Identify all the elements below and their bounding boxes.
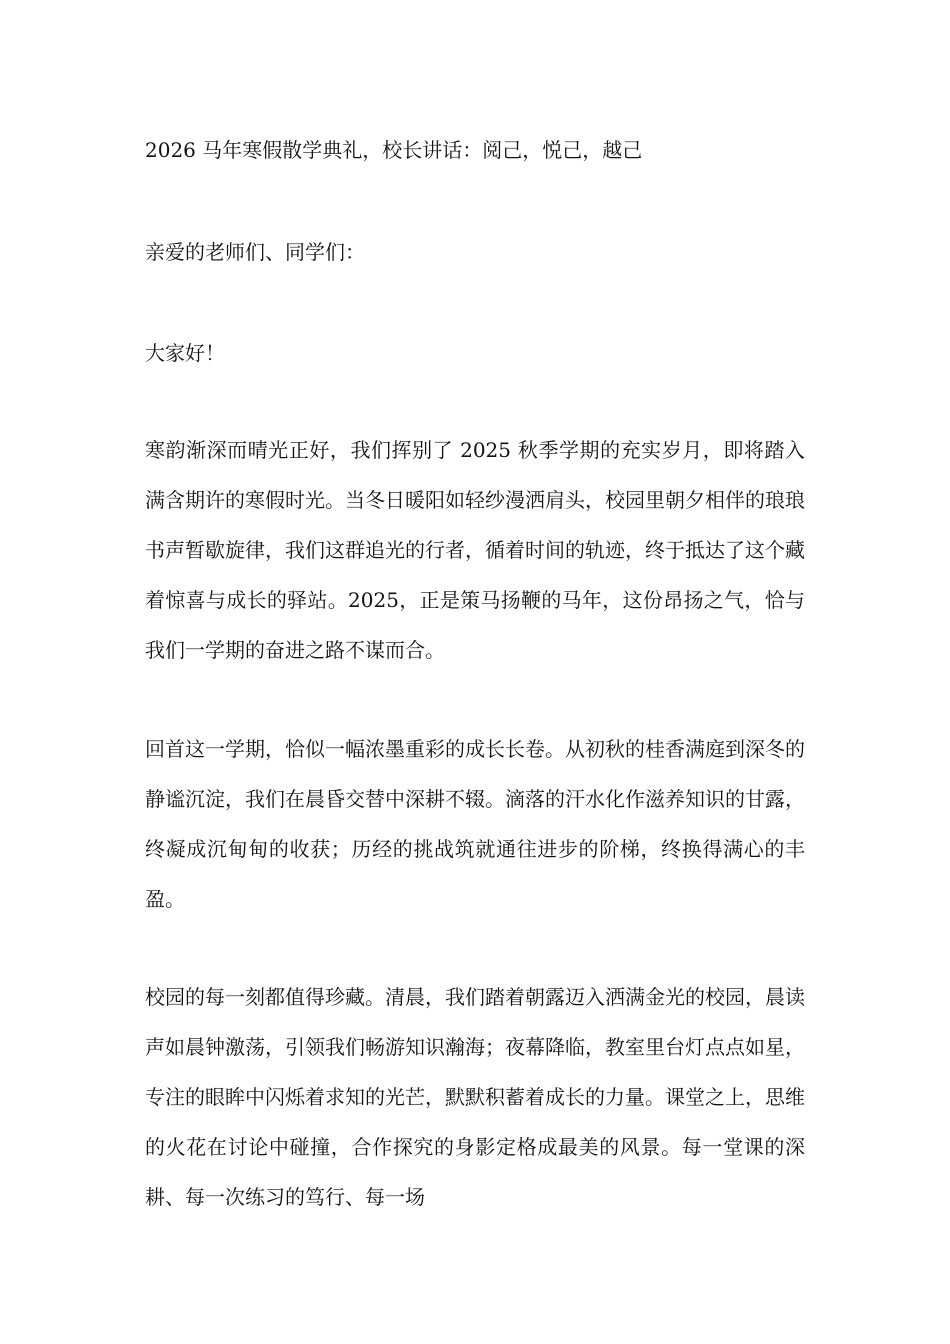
document-title: 2026 马年寒假散学典礼，校长讲话：阅己，悦己，越己 — [145, 138, 643, 162]
greeting: 大家好！ — [145, 341, 225, 365]
paragraph-3: 校园的每一刻都值得珍藏。清晨，我们踏着朝露迈入洒满金光的校园，晨读声如晨钟激荡，引领我们畅游知识瀚海；夜幕降临，教室里台灯点点如星，专注的眼眸中闪烁着求知的光芒，默默积蓄着成长的力量。课堂之上，思维的火花在讨论中碰撞，合作探究的身影定格成最美的风景。每一堂课的深耕、每一次练习的笃行、每一场 — [145, 985, 805, 1209]
paragraph-1: 寒韵渐深而晴光正好，我们挥别了 2025 秋季学期的充实岁月，即将踏入满含期许的寒假时光。当冬日暖阳如轻纱漫洒肩头，校园里朝夕相伴的琅琅书声暂歇旋律，我们这群追光的行者，循着时间的轨迹，终于抵达了这个藏着惊喜与成长的驿站。2025，正是策马扬鞭的马年，这份昂扬之气，恰与我们一学期的奋进之路不谋而合。 — [145, 438, 805, 662]
paragraph-2: 回首这一学期，恰似一幅浓墨重彩的成长长卷。从初秋的桂香满庭到深冬的静谧沉淀，我们在晨昏交替中深耕不辍。滴落的汗水化作滋养知识的甘露，终凝成沉甸甸的收获；历经的挑战筑就通往进步的阶梯，终换得满心的丰盈。 — [145, 737, 805, 911]
salutation: 亲爱的老师们、同学们： — [145, 240, 365, 264]
